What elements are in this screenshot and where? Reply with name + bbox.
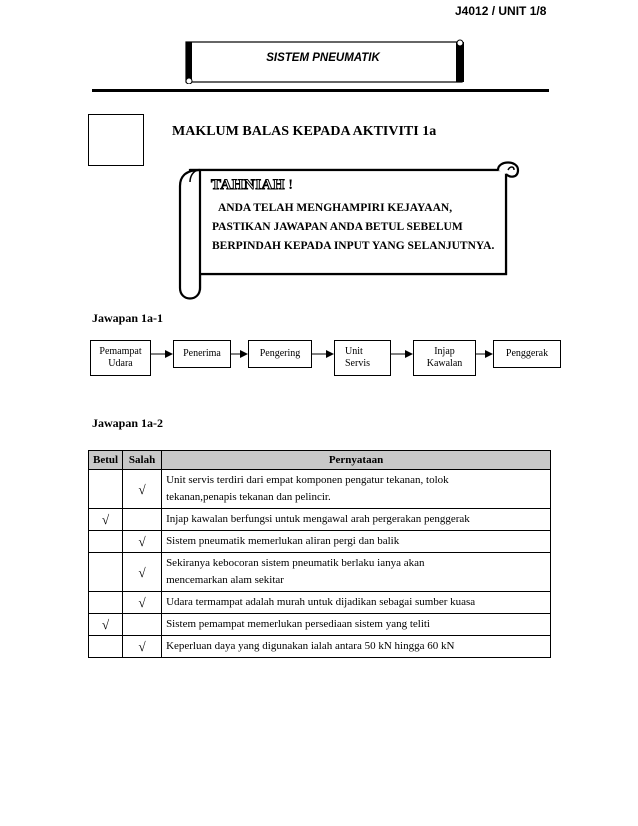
- answer2-label: Jawapan 1a-2: [92, 416, 164, 430]
- flow-box-text: Pemampat: [99, 346, 142, 357]
- col-salah: Salah: [123, 451, 162, 470]
- congrats-exclaim: !: [288, 177, 294, 193]
- table-row: [89, 614, 551, 636]
- flow-box-text: Unit: [345, 346, 363, 357]
- statement-line: Keperluan daya yang digunakan ialah antara 50 kN hingga 60 kN: [166, 640, 455, 652]
- statement-cell: [162, 636, 551, 658]
- activity-icon-box: [88, 114, 144, 166]
- statement-cell: [162, 592, 551, 614]
- salah-cell: √: [123, 636, 162, 658]
- salah-cell: [123, 614, 162, 636]
- flow-box-text: Penggerak: [505, 348, 549, 359]
- betul-cell: [89, 470, 123, 509]
- congrats-title-text: TAHNIAH: [211, 177, 286, 193]
- statement-line: Udara termampat adalah murah untuk dijadikan sebagai sumber kuasa: [166, 596, 476, 608]
- salah-cell: √: [123, 553, 162, 592]
- betul-cell: [89, 636, 123, 658]
- flow-box-text: Pengering: [259, 348, 301, 359]
- betul-cell: √: [89, 614, 123, 636]
- salah-cell: √: [123, 592, 162, 614]
- flow-box-pengering: [248, 340, 312, 368]
- congrats-line-1: ANDA TELAH MENGHAMPIRI KEJAYAAN,: [218, 202, 453, 214]
- betul-cell: [89, 592, 123, 614]
- table-row: [89, 636, 551, 658]
- statement-line: Unit servis terdiri dari empat komponen pengatur tekanan, tolok: [166, 474, 449, 486]
- header-title: SISTEM PNEUMATIK: [266, 52, 380, 64]
- answer1-label: Jawapan 1a-1: [92, 311, 164, 325]
- statement-line: Sistem pemampat memerlukan persediaan sistem yang teliti: [166, 618, 430, 630]
- statement-line: Sistem pneumatik memerlukan aliran pergi dan balik: [166, 535, 400, 547]
- betul-cell: [89, 553, 123, 592]
- statement-line: mencemarkan alam sekitar: [166, 574, 284, 586]
- flow-arrows: [90, 338, 562, 378]
- flow-diagram: [90, 338, 562, 378]
- flow-box-unit-servis: [334, 340, 391, 376]
- table-header-row: [89, 451, 551, 470]
- table-row: [89, 470, 551, 509]
- statement-line: Sekiranya kebocoran sistem pneumatik berlaku ianya akan: [166, 557, 425, 569]
- statement-cell: [162, 553, 551, 592]
- statement-line: tekanan,penapis tekanan dan pelincir.: [166, 491, 331, 503]
- statement-cell: [162, 531, 551, 553]
- unit-code: J4012 / UNIT 1/8: [455, 4, 547, 18]
- congrats-line-2: PASTIKAN JAWAPAN ANDA BETUL SEBELUM: [212, 221, 463, 233]
- betul-cell: √: [89, 509, 123, 531]
- salah-cell: √: [123, 531, 162, 553]
- statement-line: Injap kawalan berfungsi untuk mengawal arah pergerakan penggerak: [166, 513, 470, 525]
- congrats-line-3: BERPINDAH KEPADA INPUT YANG SELANJUTNYA.: [212, 240, 495, 252]
- statement-cell: [162, 509, 551, 531]
- flow-box-text: Injap: [434, 346, 455, 357]
- section-title: MAKLUM BALAS KEPADA AKTIVITI 1a: [172, 124, 437, 139]
- table-row: [89, 531, 551, 553]
- congrats-title: [211, 177, 294, 194]
- salah-cell: √: [123, 470, 162, 509]
- answer-table: [88, 450, 551, 658]
- flow-box-pemampat: [90, 340, 151, 376]
- statement-cell: [162, 470, 551, 509]
- congrats-message: [212, 199, 522, 256]
- betul-cell: [89, 531, 123, 553]
- flow-box-injap-kawalan: [413, 340, 476, 376]
- table-row: [89, 553, 551, 592]
- col-betul: Betul: [89, 451, 123, 470]
- statement-cell: [162, 614, 551, 636]
- flow-box-text: Servis: [345, 358, 370, 369]
- salah-cell: [123, 509, 162, 531]
- flow-box-text: Udara: [108, 358, 133, 369]
- flow-box-text: Penerima: [183, 348, 221, 359]
- table-row: [89, 509, 551, 531]
- flow-box-penggerak: [493, 340, 561, 368]
- flow-box-penerima: [173, 340, 231, 368]
- table-row: [89, 592, 551, 614]
- header-divider: [92, 89, 549, 92]
- flow-box-text: Kawalan: [426, 358, 463, 369]
- col-pernyataan: Pernyataan: [162, 451, 551, 470]
